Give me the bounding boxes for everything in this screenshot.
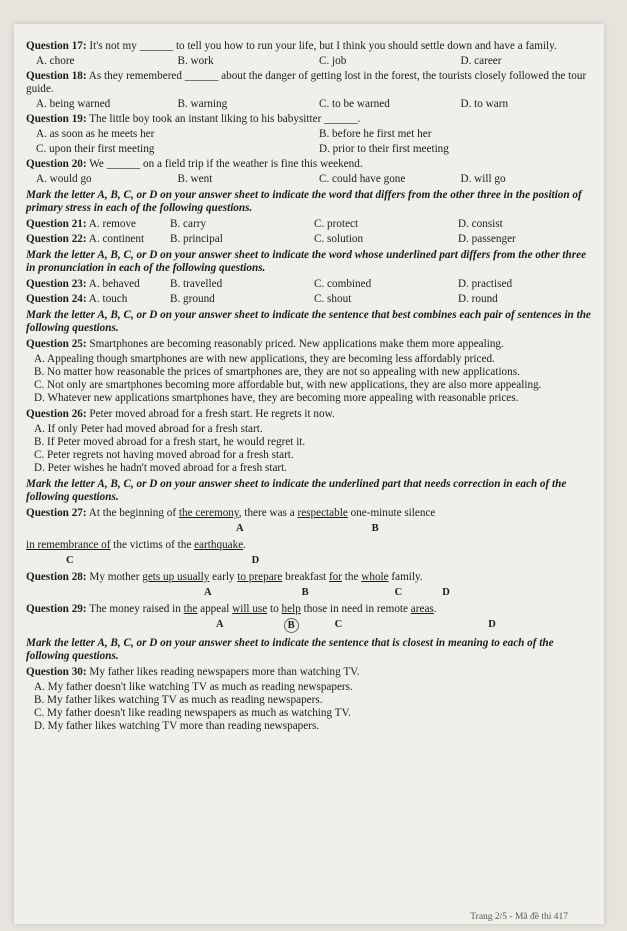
letter-b: B — [284, 618, 299, 633]
question-label: Question 22: — [26, 233, 87, 245]
option-b[interactable]: B. ground — [170, 293, 215, 305]
option-c[interactable]: C. My father doesn't like reading newspapers as much as watching TV. — [34, 707, 351, 719]
option-c[interactable]: C. job — [319, 55, 347, 67]
question-text: Peter moved abroad for a fresh start. He regrets it now. — [86, 408, 335, 420]
option-b[interactable]: B. went — [177, 173, 213, 185]
letter-d: D — [442, 587, 450, 598]
option-c[interactable]: C. shout — [314, 293, 352, 305]
question-label: Question 25: — [26, 338, 87, 350]
option-c[interactable]: C. could have gone — [319, 173, 406, 185]
q27-letters-row1 — [26, 522, 592, 535]
letter-c: C — [394, 587, 403, 598]
text-segment: appeal — [197, 603, 233, 615]
underlined-part-c[interactable]: in remembrance of — [26, 539, 111, 551]
question-text: We ______ on a field trip if the weather is fine this weekend. — [86, 158, 363, 170]
option-d[interactable]: D. consist — [458, 218, 503, 230]
options-17 — [26, 55, 592, 68]
option-b[interactable]: B. warning — [177, 98, 228, 110]
letter-a: A — [204, 587, 212, 598]
question-label: Question 20: — [26, 158, 87, 170]
question-19 — [26, 113, 592, 126]
instruction-pronunciation: Mark the letter A, B, C, or D on your answer sheet to indicate the word whose underlined part differs from the other three in pronunciation in each of the following questions. — [26, 249, 587, 274]
question-label: Question 23: — [26, 278, 87, 290]
option-b[interactable]: B. My father likes watching TV as much as reading newspapers. — [34, 694, 323, 706]
q28-letters — [26, 586, 592, 599]
question-label: Question 30: — [26, 666, 87, 678]
option-c[interactable]: C. Peter regrets not having moved abroad for a fresh start. — [34, 449, 294, 461]
option-b[interactable]: B. principal — [170, 233, 223, 245]
option-d[interactable]: D. career — [460, 55, 502, 67]
option-c[interactable]: C. combined — [314, 278, 372, 290]
underlined-part-c[interactable]: for — [328, 571, 342, 583]
underlined-part-b[interactable]: respectable — [297, 507, 348, 519]
question-label: Question 21: — [26, 218, 87, 230]
instruction-stress: Mark the letter A, B, C, or D on your answer sheet to indicate the word that differs from the other three in the position of primary stress in each of the following questions. — [26, 189, 582, 214]
instruction-correction: Mark the letter A, B, C, or D on your answer sheet to indicate the underlined part that needs correction in each of the following questions. — [26, 478, 567, 503]
text-segment: At the beginning of — [86, 507, 179, 519]
question-text: As they remembered ______ about the danger of getting lost in the forest, the tourists closely followed the tour guide. — [26, 70, 587, 95]
option-b[interactable]: B. work — [177, 55, 214, 67]
q27-letters-row2 — [26, 554, 592, 567]
letter-c: C — [334, 619, 343, 630]
question-label: Question 29: — [26, 603, 87, 615]
question-27-cont — [26, 539, 592, 552]
letter-b: B — [371, 523, 379, 534]
option-d[interactable]: D. will go — [460, 173, 506, 185]
question-text: The little boy took an instant liking to his babysitter ______. — [86, 113, 361, 125]
question-text: It's not my ______ to tell you how to run your life, but I think you should settle down and have a family. — [86, 40, 557, 52]
question-28 — [26, 571, 592, 584]
option-a[interactable]: A. being warned — [36, 98, 111, 110]
question-21 — [26, 218, 592, 231]
letter-a: A — [236, 523, 244, 534]
option-d[interactable]: D. Peter wishes he hadn't moved abroad for a fresh start. — [34, 462, 288, 474]
exam-content — [26, 40, 592, 733]
question-label: Question 28: — [26, 571, 87, 583]
q29-letters — [26, 618, 592, 633]
option-d[interactable]: D. round — [458, 293, 498, 305]
question-26 — [26, 408, 592, 421]
text-segment: the — [342, 571, 362, 583]
underlined-part-c[interactable]: help — [281, 603, 301, 615]
text-segment: the victims of the — [110, 539, 195, 551]
text-segment: early — [209, 571, 238, 583]
underlined-part-a[interactable]: gets up usually — [142, 571, 210, 583]
options-26 — [26, 423, 592, 475]
text-segment: , there was a — [238, 507, 298, 519]
option-a[interactable]: A. would go — [36, 173, 92, 185]
underlined-part-d[interactable]: whole — [361, 571, 389, 583]
page-footer: Trang 2/5 - Mã đề thi 417 — [470, 912, 568, 922]
text-segment: one-minute silence — [347, 507, 436, 519]
underlined-part-d[interactable]: areas — [410, 603, 434, 615]
text-segment: The money raised in — [86, 603, 184, 615]
text-segment: breakfast — [282, 571, 329, 583]
letter-b: B — [301, 587, 309, 598]
option-d[interactable]: D. passenger — [458, 233, 516, 245]
text-segment: My mother — [86, 571, 143, 583]
question-24 — [26, 293, 592, 306]
question-23 — [26, 278, 592, 291]
question-label: Question 18: — [26, 70, 87, 82]
options-20 — [26, 173, 592, 186]
question-29 — [26, 603, 592, 616]
option-b[interactable]: B. If Peter moved abroad for a fresh start, he would regret it. — [34, 436, 306, 448]
letter-c: C — [66, 555, 74, 566]
option-b[interactable]: B. carry — [170, 218, 207, 230]
question-27 — [26, 507, 592, 520]
option-b[interactable]: B. travelled — [170, 278, 223, 290]
option-b[interactable]: B. before he first met her — [319, 128, 432, 140]
option-a[interactable]: A. If only Peter had moved abroad for a fresh start. — [34, 423, 263, 435]
text-segment: . — [433, 603, 437, 615]
question-18 — [26, 70, 592, 96]
option-d[interactable]: D. to warn — [460, 98, 509, 110]
exam-page — [14, 24, 604, 924]
option-a[interactable]: A. as soon as he meets her — [36, 128, 155, 140]
letter-a: A — [216, 619, 224, 630]
question-20 — [26, 158, 592, 171]
option-d[interactable]: D. practised — [458, 278, 513, 290]
instruction-closest-meaning: Mark the letter A, B, C, or D on your answer sheet to indicate the sentence that is closest in meaning to each of the following questions. — [26, 637, 554, 662]
option-c[interactable]: C. to be warned — [319, 98, 390, 110]
underlined-part-b[interactable]: to prepare — [237, 571, 283, 583]
option-d[interactable]: D. Whatever new applications smartphones have, they are becoming more appealing with reasonable prices. — [34, 392, 519, 404]
q21-first — [26, 218, 160, 231]
q23-first — [26, 278, 160, 291]
question-text: My father likes reading newspapers more than watching TV. — [86, 666, 360, 678]
text-segment: . — [243, 539, 246, 551]
question-label: Question 17: — [26, 40, 87, 52]
question-label: Question 26: — [26, 408, 87, 420]
underlined-part-a[interactable]: the ceremony — [178, 507, 239, 519]
options-18 — [26, 98, 592, 111]
question-label: Question 27: — [26, 507, 87, 519]
option-c[interactable]: C. upon their first meeting — [36, 143, 155, 155]
text-segment: those in need in remote — [300, 603, 411, 615]
option-a[interactable]: A. behaved — [88, 278, 140, 290]
underlined-part-a[interactable]: the — [183, 603, 198, 615]
q22-first — [26, 233, 160, 246]
options-19-row1 — [26, 128, 592, 141]
option-d[interactable]: D. My father likes watching TV more than reading newspapers. — [34, 720, 320, 732]
letter-d: D — [251, 555, 260, 566]
option-d[interactable]: D. prior to their first meeting — [319, 143, 449, 155]
text-segment: to — [267, 603, 282, 615]
question-25 — [26, 338, 592, 351]
option-a[interactable]: A. continent — [88, 233, 145, 245]
option-a[interactable]: A. touch — [88, 293, 128, 305]
options-19-row2 — [26, 143, 592, 156]
option-c[interactable]: C. solution — [314, 233, 364, 245]
question-22 — [26, 233, 592, 246]
question-text: Smartphones are becoming reasonably priced. New applications make them more appealing. — [86, 338, 504, 350]
question-30 — [26, 666, 592, 679]
option-a[interactable]: A. chore — [36, 55, 75, 67]
underlined-part-b[interactable]: will use — [232, 603, 268, 615]
options-25 — [26, 353, 592, 405]
option-a[interactable]: A. My father doesn't like watching TV as much as reading newspapers. — [34, 681, 353, 693]
option-c[interactable]: C. Not only are smartphones becoming more affordable but, with new applications, they are also more appealing. — [34, 379, 542, 391]
q24-first — [26, 293, 160, 306]
question-17 — [26, 40, 592, 53]
instruction-combine: Mark the letter A, B, C, or D on your answer sheet to indicate the sentence that best combines each pair of sentences in the following questions. — [26, 309, 591, 334]
option-a[interactable]: A. remove — [88, 218, 137, 230]
text-segment: family. — [388, 571, 423, 583]
question-label: Question 19: — [26, 113, 87, 125]
options-30 — [26, 681, 592, 733]
question-label: Question 24: — [26, 293, 87, 305]
option-b[interactable]: B. No matter how reasonable the prices of smartphones are, they are not so appealing with new applications. — [34, 366, 520, 378]
option-c[interactable]: C. protect — [314, 218, 359, 230]
letter-d: D — [488, 619, 496, 630]
option-a[interactable]: A. Appealing though smartphones are with new applications, they are becoming less affordably priced. — [34, 353, 495, 365]
underlined-part-d[interactable]: earthquake — [194, 539, 244, 551]
